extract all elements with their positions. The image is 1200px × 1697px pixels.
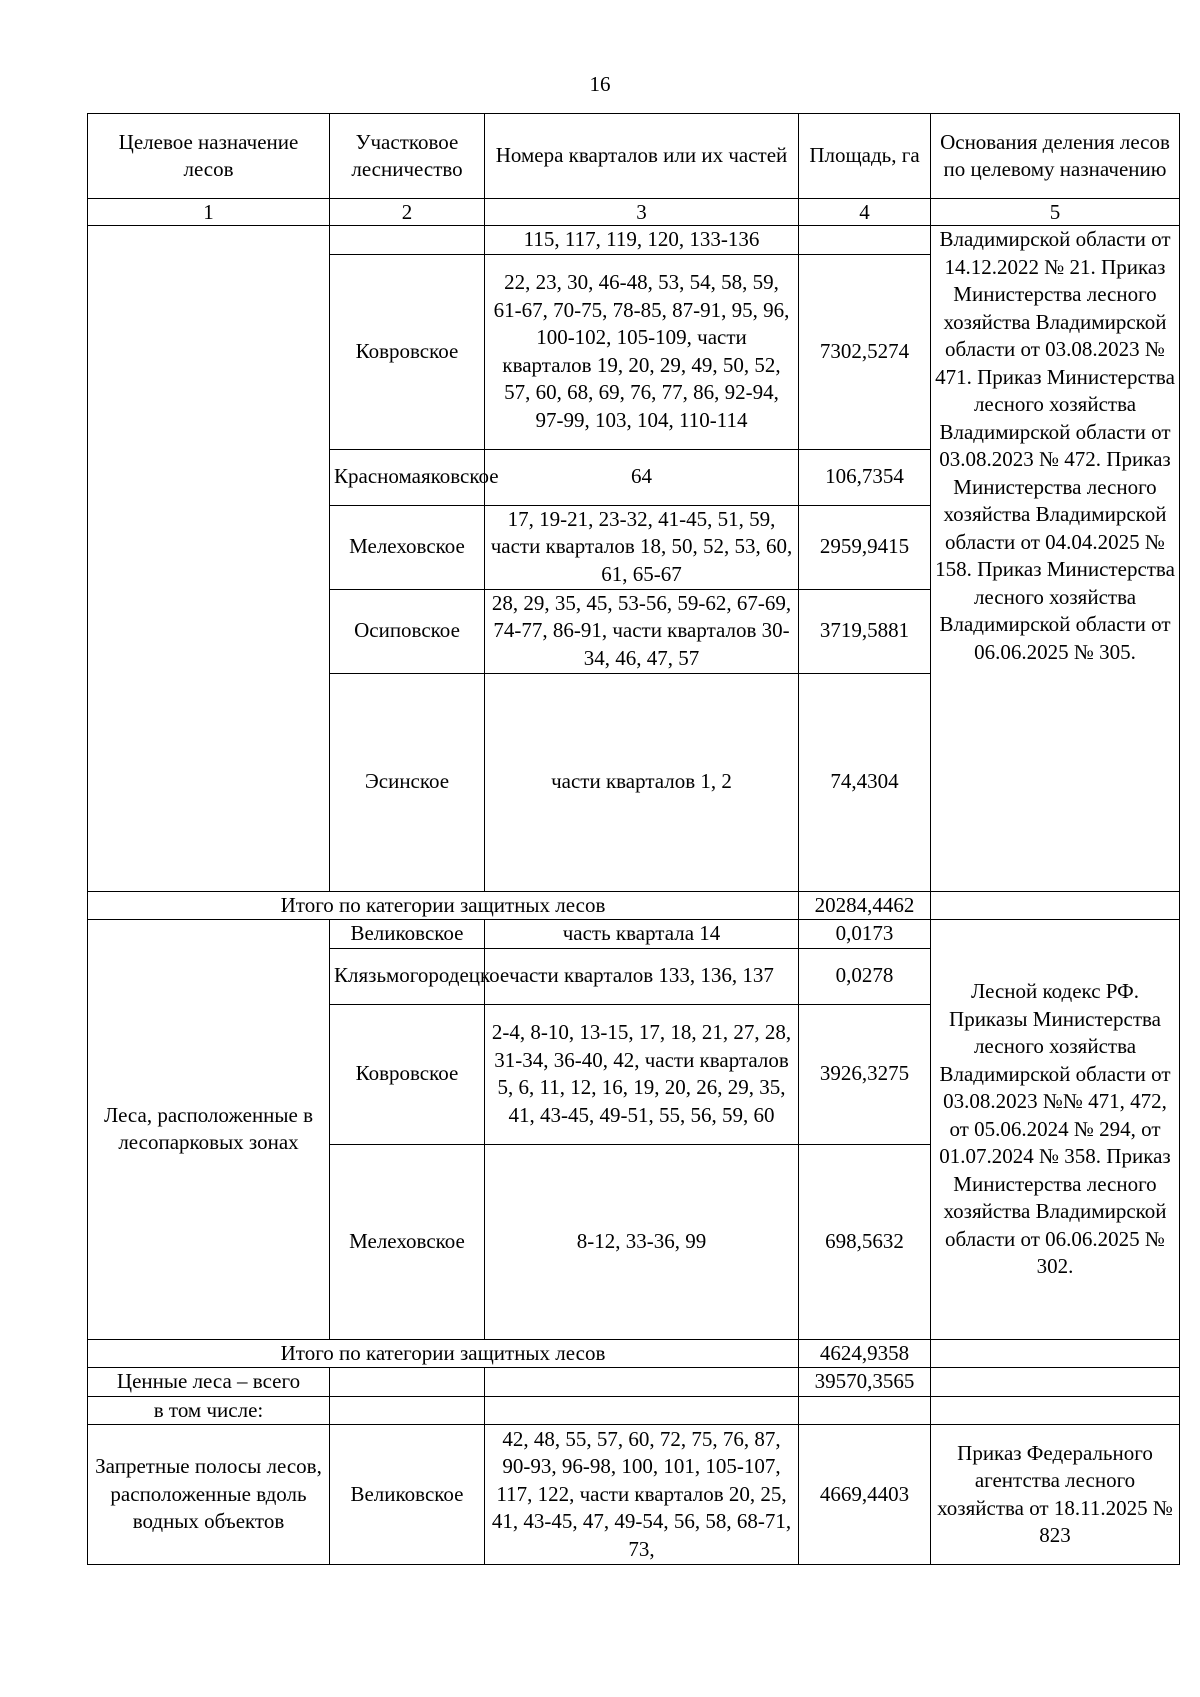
total-area: 20284,4462 [799,891,931,920]
table-row [88,226,1180,255]
area-cell: 0,0278 [799,948,931,1004]
purpose-cell: Запретные полосы лесов, расположенные вдоль водных объектов [88,1425,330,1565]
forestry-cell: Осиповское [330,589,485,673]
empty-cell [330,1396,485,1425]
total-label: Итого по категории защитных лесов [88,891,799,920]
total-basis-empty [931,1339,1180,1368]
empty-cell [485,1368,799,1397]
forestry-cell: Эсинское [330,673,485,891]
basis-cell: Владимирской области от 14.12.2022 № 21. Приказ Министерства лесного хозяйства Владимирской области от 03.08.2023 № 471. Приказ Министерства лесного хозяйства Владимирской области от 03.08.2023 № 472. Приказ Министерства лесного хозяйства Владимирской области от 04.04.2025 № 158. Приказ Министерства лесного хозяйства Владимирской области от 06.06.2025 № 305. [931,226,1180,892]
forestry-cell: Мелеховское [330,505,485,589]
basis-cell: Приказ Федерального агентства лесного хозяйства от 18.11.2025 № 823 [931,1425,1180,1565]
column-number: 1 [88,199,330,226]
area-cell: 3719,5881 [799,589,931,673]
page-number: 16 [589,72,611,96]
quarters-cell: 8-12, 33-36, 99 [485,1144,799,1339]
header-purpose: Целевое назначение лесов [88,114,330,199]
header-quarters: Номера кварталов или их частей [485,114,799,199]
column-number: 4 [799,199,931,226]
quarters-cell: 64 [485,449,799,505]
empty-cell [485,1396,799,1425]
quarters-cell: 42, 48, 55, 57, 60, 72, 75, 76, 87, 90-93, 96-98, 100, 101, 105-107, 117, 122, части кварталов 20, 25, 41, 43-45, 47, 49-54, 56, 58, 68-71, 73, [485,1425,799,1565]
area-cell: 4669,4403 [799,1425,931,1565]
column-number: 3 [485,199,799,226]
forest-purpose-table [87,113,1180,1565]
header-area: Площадь, га [799,114,931,199]
forestry-cell: Ковровское [330,1004,485,1144]
total-label: Итого по категории защитных лесов [88,1339,799,1368]
quarters-cell: 17, 19-21, 23-32, 41-45, 51, 59, части кварталов 18, 50, 52, 53, 60, 61, 65-67 [485,505,799,589]
quarters-cell: 22, 23, 30, 46-48, 53, 54, 58, 59, 61-67, 70-75, 78-85, 87-91, 95, 96, 100-102, 105-109, части кварталов 19, 20, 29, 49, 50, 52, 57, 60, 68, 69, 76, 77, 86, 92-94, 97-99, 103, 104, 110-114 [485,254,799,449]
table-row [88,1425,1180,1565]
area-cell: 2959,9415 [799,505,931,589]
quarters-cell: часть квартала 14 [485,920,799,949]
quarters-cell: 115, 117, 119, 120, 133-136 [485,226,799,255]
table-header-row [88,114,1180,199]
area-cell: 7302,5274 [799,254,931,449]
area-cell: 106,7354 [799,449,931,505]
empty-cell [931,1396,1180,1425]
empty-cell [931,1368,1180,1397]
column-number: 2 [330,199,485,226]
valuable-area: 39570,3565 [799,1368,931,1397]
empty-cell [330,1368,485,1397]
forestry-cell: Клязьмогородецкое [330,948,485,1004]
forestry-cell: Мелеховское [330,1144,485,1339]
quarters-cell: 2-4, 8-10, 13-15, 17, 18, 21, 27, 28, 31-34, 36-40, 42, части кварталов 5, 6, 11, 12, 16, 19, 20, 26, 29, 35, 41, 43-45, 49-51, 55, 56, 59, 60 [485,1004,799,1144]
column-number: 5 [931,199,1180,226]
valuable-row [88,1368,1180,1397]
purpose-cell: Леса, расположенные в лесопарковых зонах [88,920,330,1340]
area-cell [799,226,931,255]
forestry-cell: Ковровское [330,254,485,449]
forestry-cell: Великовское [330,1425,485,1565]
total-row [88,891,1180,920]
total-basis-empty [931,891,1180,920]
empty-cell [799,1396,931,1425]
total-row [88,1339,1180,1368]
total-area: 4624,9358 [799,1339,931,1368]
forestry-cell: Красномаяковское [330,449,485,505]
header-basis: Основания деления лесов по целевому назначению [931,114,1180,199]
area-cell: 3926,3275 [799,1004,931,1144]
area-cell: 74,4304 [799,673,931,891]
including-label: в том числе: [88,1396,330,1425]
valuable-label: Ценные леса – всего [88,1368,330,1397]
area-cell: 0,0173 [799,920,931,949]
forestry-cell: Великовское [330,920,485,949]
including-row [88,1396,1180,1425]
area-cell: 698,5632 [799,1144,931,1339]
quarters-cell: части кварталов 1, 2 [485,673,799,891]
column-number-row [88,199,1180,226]
purpose-cell-empty [88,226,330,892]
table-row [88,920,1180,949]
forestry-cell [330,226,485,255]
quarters-cell: 28, 29, 35, 45, 53-56, 59-62, 67-69, 74-77, 86-91, части кварталов 30-34, 46, 47, 57 [485,589,799,673]
quarters-cell: части кварталов 133, 136, 137 [485,948,799,1004]
header-forestry: Участковое лесничество [330,114,485,199]
basis-cell: Лесной кодекс РФ. Приказы Министерства лесного хозяйства Владимирской области от 03.08.2023 №№ 471, 472, от 05.06.2024 № 294, от 01.07.2024 № 358. Приказ Министерства лесного хозяйства Владимирской области от 06.06.2025 № 302. [931,920,1180,1340]
